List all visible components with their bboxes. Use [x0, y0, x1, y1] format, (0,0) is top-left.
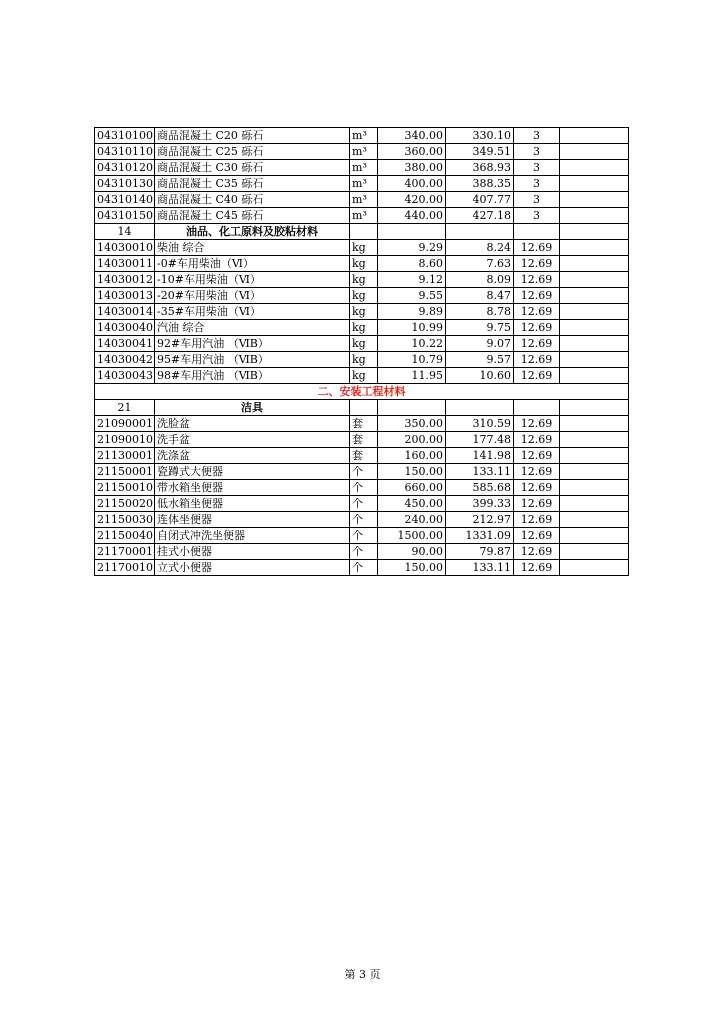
item-code: 21170010 [95, 560, 155, 576]
item-price-excl-tax: 9.75 [446, 320, 514, 336]
item-note [560, 544, 629, 560]
item-price-excl-tax: 388.35 [446, 176, 514, 192]
table-row [95, 512, 629, 528]
item-unit: m³ [350, 128, 378, 144]
item-note [560, 496, 629, 512]
item-unit: kg [350, 368, 378, 384]
item-code: 21090010 [95, 432, 155, 448]
item-note [560, 192, 629, 208]
table-row [95, 272, 629, 288]
item-name: 立式小便器 [155, 560, 350, 576]
table-row [95, 192, 629, 208]
item-price-excl-tax: 141.98 [446, 448, 514, 464]
item-unit: m³ [350, 192, 378, 208]
item-tax-rate: 3 [514, 144, 560, 160]
table-row [95, 464, 629, 480]
item-name: 洗涤盆 [155, 448, 350, 464]
item-unit: 个 [350, 496, 378, 512]
group-code: 14 [95, 224, 155, 240]
item-price: 350.00 [378, 416, 446, 432]
item-price-excl-tax: 10.60 [446, 368, 514, 384]
table-row [95, 288, 629, 304]
item-tax-rate: 12.69 [514, 304, 560, 320]
item-code: 14030013 [95, 288, 155, 304]
item-note [560, 464, 629, 480]
item-unit: 个 [350, 560, 378, 576]
item-tax-rate: 12.69 [514, 240, 560, 256]
item-price-excl-tax: 9.57 [446, 352, 514, 368]
group-code: 21 [95, 400, 155, 416]
item-unit: m³ [350, 144, 378, 160]
table-row [95, 128, 629, 144]
item-tax-rate: 12.69 [514, 368, 560, 384]
item-note [560, 160, 629, 176]
item-tax-rate: 12.69 [514, 528, 560, 544]
item-name: 连体坐便器 [155, 512, 350, 528]
item-price: 200.00 [378, 432, 446, 448]
item-name: 商品混凝土 C35 砾石 [155, 176, 350, 192]
item-name: 商品混凝土 C30 砾石 [155, 160, 350, 176]
item-code: 04310120 [95, 160, 155, 176]
item-name: -20#车用柴油（Ⅵ） [155, 288, 350, 304]
item-tax-rate: 12.69 [514, 448, 560, 464]
item-note [560, 208, 629, 224]
item-name: 带水箱坐便器 [155, 480, 350, 496]
item-code: 14030041 [95, 336, 155, 352]
table-row [95, 304, 629, 320]
item-unit: 个 [350, 464, 378, 480]
item-name: 商品混凝土 C25 砾石 [155, 144, 350, 160]
item-name: 自闭式冲洗坐便器 [155, 528, 350, 544]
table-row [95, 240, 629, 256]
item-price: 9.12 [378, 272, 446, 288]
item-note [560, 304, 629, 320]
empty-cell [514, 400, 560, 416]
item-note [560, 176, 629, 192]
item-unit: kg [350, 336, 378, 352]
item-price: 1500.00 [378, 528, 446, 544]
item-name: 洗手盆 [155, 432, 350, 448]
item-tax-rate: 3 [514, 160, 560, 176]
item-name: 汽油 综合 [155, 320, 350, 336]
item-code: 14030042 [95, 352, 155, 368]
item-name: 低水箱坐便器 [155, 496, 350, 512]
item-price-excl-tax: 407.77 [446, 192, 514, 208]
table-row [95, 496, 629, 512]
oil-rows [95, 224, 629, 384]
item-price: 150.00 [378, 560, 446, 576]
item-tax-rate: 12.69 [514, 272, 560, 288]
item-price: 9.29 [378, 240, 446, 256]
section-title-row [95, 384, 629, 400]
item-code: 14030010 [95, 240, 155, 256]
item-price: 10.79 [378, 352, 446, 368]
item-code: 21150010 [95, 480, 155, 496]
item-unit: 套 [350, 448, 378, 464]
table-row [95, 480, 629, 496]
item-price-excl-tax: 133.11 [446, 560, 514, 576]
item-price: 10.99 [378, 320, 446, 336]
item-price: 9.89 [378, 304, 446, 320]
item-unit: 套 [350, 416, 378, 432]
item-price-excl-tax: 1331.09 [446, 528, 514, 544]
item-name: 挂式小便器 [155, 544, 350, 560]
empty-cell [560, 224, 629, 240]
item-unit: 套 [350, 432, 378, 448]
item-code: 04310130 [95, 176, 155, 192]
item-tax-rate: 3 [514, 208, 560, 224]
item-code: 14030043 [95, 368, 155, 384]
item-tax-rate: 12.69 [514, 336, 560, 352]
table-row [95, 432, 629, 448]
item-price: 660.00 [378, 480, 446, 496]
item-code: 21150040 [95, 528, 155, 544]
item-code: 04310100 [95, 128, 155, 144]
item-price-excl-tax: 8.24 [446, 240, 514, 256]
group-heading-row [95, 400, 629, 416]
item-note [560, 512, 629, 528]
item-price-excl-tax: 310.59 [446, 416, 514, 432]
install-materials-section [95, 384, 629, 576]
empty-cell [378, 400, 446, 416]
item-tax-rate: 12.69 [514, 496, 560, 512]
item-price-excl-tax: 349.51 [446, 144, 514, 160]
item-price-excl-tax: 133.11 [446, 464, 514, 480]
item-unit: kg [350, 320, 378, 336]
item-price-excl-tax: 79.87 [446, 544, 514, 560]
item-code: 14030040 [95, 320, 155, 336]
concrete-rows [95, 128, 629, 224]
table-row [95, 352, 629, 368]
table-row [95, 368, 629, 384]
item-price: 420.00 [378, 192, 446, 208]
item-code: 14030014 [95, 304, 155, 320]
item-price: 450.00 [378, 496, 446, 512]
item-note [560, 320, 629, 336]
table-row [95, 144, 629, 160]
item-price: 150.00 [378, 464, 446, 480]
item-price-excl-tax: 368.93 [446, 160, 514, 176]
item-price-excl-tax: 8.09 [446, 272, 514, 288]
item-price-excl-tax: 427.18 [446, 208, 514, 224]
item-unit: 个 [350, 480, 378, 496]
item-name: -10#车用柴油（Ⅵ） [155, 272, 350, 288]
item-code: 21150001 [95, 464, 155, 480]
item-price: 440.00 [378, 208, 446, 224]
page-number: 第 3 页 [344, 968, 381, 981]
group-title: 油品、化工原料及胶粘材料 [155, 224, 350, 240]
item-tax-rate: 12.69 [514, 544, 560, 560]
item-note [560, 288, 629, 304]
item-unit: m³ [350, 160, 378, 176]
item-price: 10.22 [378, 336, 446, 352]
item-note [560, 480, 629, 496]
item-code: 21150030 [95, 512, 155, 528]
item-note [560, 368, 629, 384]
item-price: 8.60 [378, 256, 446, 272]
table-row [95, 416, 629, 432]
item-price: 340.00 [378, 128, 446, 144]
item-unit: 个 [350, 512, 378, 528]
item-tax-rate: 12.69 [514, 464, 560, 480]
item-note [560, 352, 629, 368]
item-tax-rate: 12.69 [514, 560, 560, 576]
item-name: 商品混凝土 C45 砾石 [155, 208, 350, 224]
item-tax-rate: 12.69 [514, 352, 560, 368]
item-code: 21130001 [95, 448, 155, 464]
item-name: 瓷蹲式大便器 [155, 464, 350, 480]
item-note [560, 432, 629, 448]
item-price: 400.00 [378, 176, 446, 192]
empty-cell [378, 224, 446, 240]
table-row [95, 448, 629, 464]
item-price: 9.55 [378, 288, 446, 304]
item-unit: kg [350, 256, 378, 272]
item-price: 360.00 [378, 144, 446, 160]
table-row [95, 336, 629, 352]
item-code: 04310110 [95, 144, 155, 160]
item-price-excl-tax: 8.78 [446, 304, 514, 320]
table-row [95, 528, 629, 544]
item-code: 14030011 [95, 256, 155, 272]
item-unit: kg [350, 288, 378, 304]
item-unit: 个 [350, 544, 378, 560]
empty-cell [350, 400, 378, 416]
item-unit: kg [350, 352, 378, 368]
item-unit: m³ [350, 176, 378, 192]
item-code: 04310150 [95, 208, 155, 224]
item-name: -0#车用柴油（Ⅵ） [155, 256, 350, 272]
item-tax-rate: 12.69 [514, 432, 560, 448]
item-tax-rate: 12.69 [514, 480, 560, 496]
item-tax-rate: 12.69 [514, 416, 560, 432]
item-name: 95#车用汽油 （ⅥB） [155, 352, 350, 368]
item-price-excl-tax: 585.68 [446, 480, 514, 496]
item-unit: 个 [350, 528, 378, 544]
table-row [95, 208, 629, 224]
material-price-table [94, 127, 629, 576]
item-price: 90.00 [378, 544, 446, 560]
item-price-excl-tax: 177.48 [446, 432, 514, 448]
section-title: 二、安装工程材料 [95, 384, 629, 400]
empty-cell [446, 224, 514, 240]
table-row [95, 176, 629, 192]
item-note [560, 416, 629, 432]
item-tax-rate: 3 [514, 192, 560, 208]
table-row [95, 160, 629, 176]
item-unit: kg [350, 272, 378, 288]
item-name: 商品混凝土 C20 砾石 [155, 128, 350, 144]
item-unit: kg [350, 240, 378, 256]
empty-cell [350, 224, 378, 240]
item-code: 04310140 [95, 192, 155, 208]
group-heading-row [95, 224, 629, 240]
item-tax-rate: 12.69 [514, 288, 560, 304]
item-name: 洗脸盆 [155, 416, 350, 432]
item-code: 21150020 [95, 496, 155, 512]
item-note [560, 560, 629, 576]
item-tax-rate: 12.69 [514, 256, 560, 272]
item-note [560, 240, 629, 256]
item-note [560, 528, 629, 544]
item-name: -35#车用柴油（Ⅵ） [155, 304, 350, 320]
item-code: 21170001 [95, 544, 155, 560]
group-title: 洁具 [155, 400, 350, 416]
item-name: 98#车用汽油 （ⅥB） [155, 368, 350, 384]
empty-cell [514, 224, 560, 240]
item-tax-rate: 12.69 [514, 320, 560, 336]
item-tax-rate: 12.69 [514, 512, 560, 528]
item-name: 92#车用汽油 （ⅥB） [155, 336, 350, 352]
item-unit: m³ [350, 208, 378, 224]
item-price: 240.00 [378, 512, 446, 528]
table-row [95, 560, 629, 576]
empty-cell [560, 400, 629, 416]
item-price-excl-tax: 7.63 [446, 256, 514, 272]
item-price-excl-tax: 212.97 [446, 512, 514, 528]
item-note [560, 256, 629, 272]
item-note [560, 448, 629, 464]
item-note [560, 128, 629, 144]
item-code: 21090001 [95, 416, 155, 432]
item-price: 11.95 [378, 368, 446, 384]
item-price-excl-tax: 330.10 [446, 128, 514, 144]
item-price-excl-tax: 399.33 [446, 496, 514, 512]
item-name: 柴油 综合 [155, 240, 350, 256]
item-note [560, 272, 629, 288]
item-name: 商品混凝土 C40 砾石 [155, 192, 350, 208]
item-unit: kg [350, 304, 378, 320]
table-row [95, 544, 629, 560]
item-note [560, 336, 629, 352]
item-code: 14030012 [95, 272, 155, 288]
item-price: 380.00 [378, 160, 446, 176]
item-price: 160.00 [378, 448, 446, 464]
table-row [95, 256, 629, 272]
item-tax-rate: 3 [514, 128, 560, 144]
item-price-excl-tax: 8.47 [446, 288, 514, 304]
item-note [560, 144, 629, 160]
item-price-excl-tax: 9.07 [446, 336, 514, 352]
item-tax-rate: 3 [514, 176, 560, 192]
table-row [95, 320, 629, 336]
empty-cell [446, 400, 514, 416]
